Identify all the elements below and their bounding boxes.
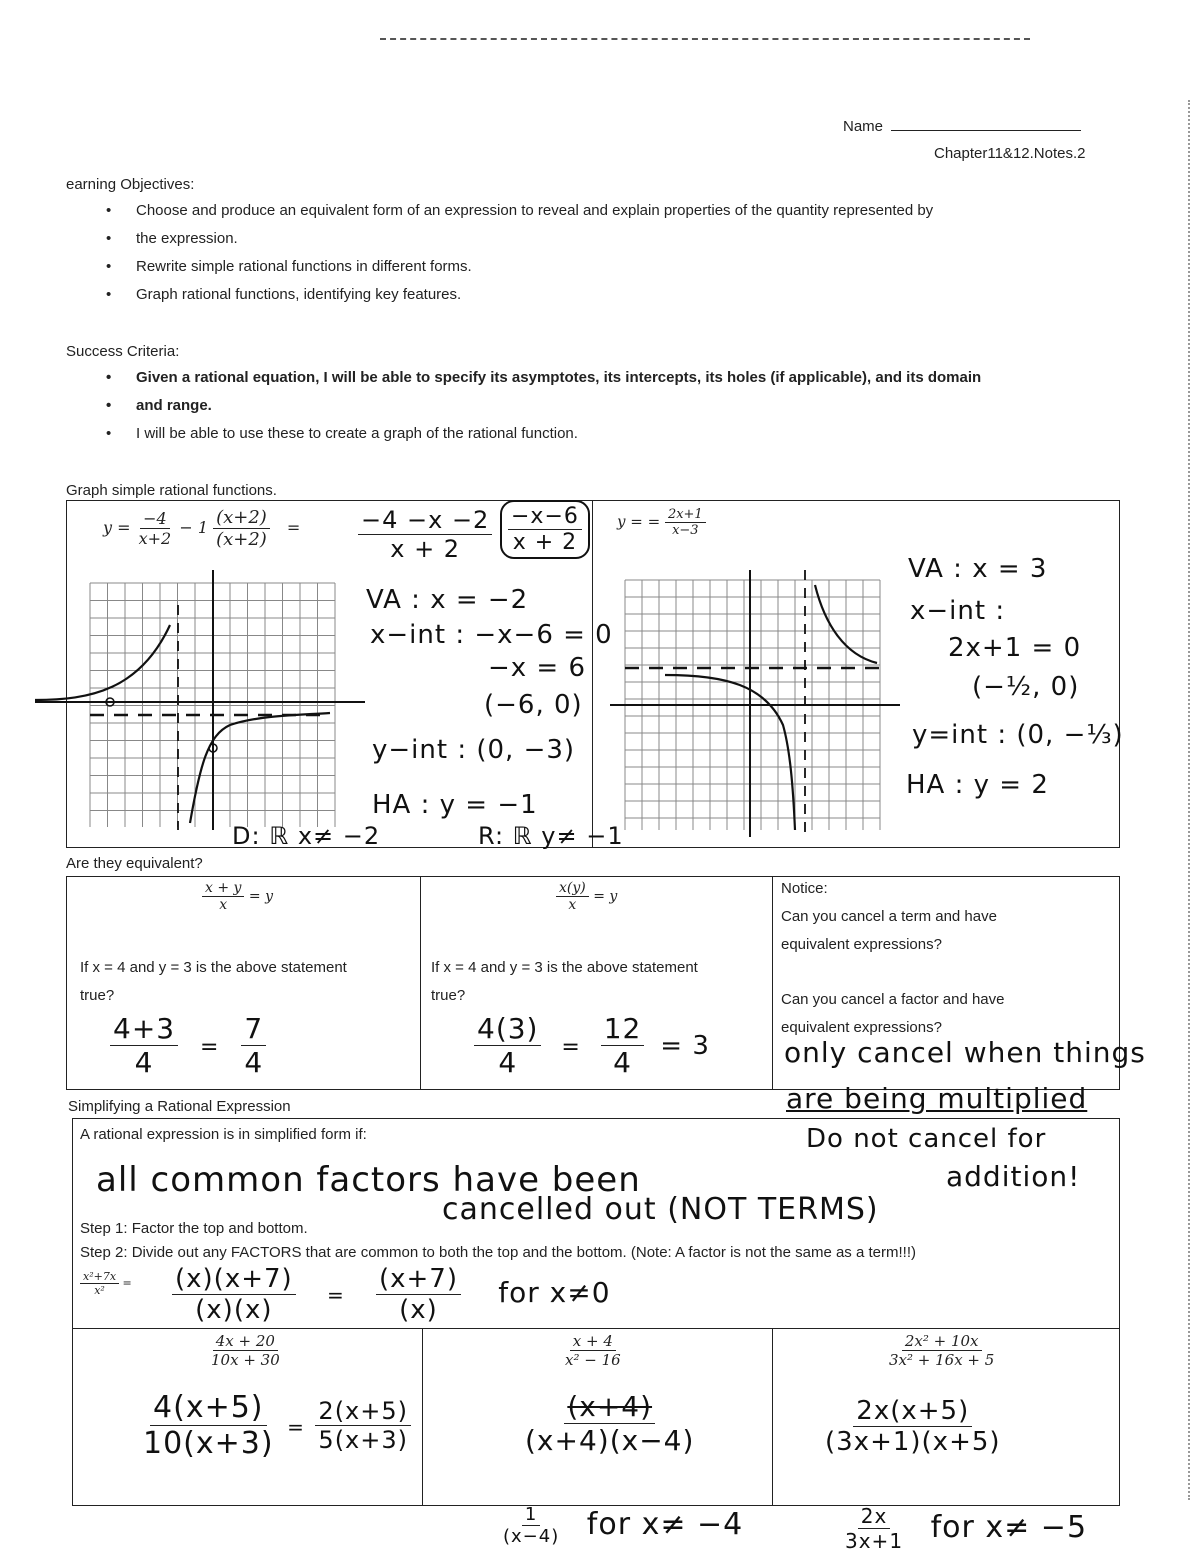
problem-3-expression: $\frac{\text{2x² + 10x}}{\text{3x² + 16x + 5}}$ bbox=[889, 1332, 995, 1369]
right-note-xint-step: 2x+1 = 0 bbox=[948, 633, 1082, 663]
equivalent-divider-2 bbox=[772, 876, 773, 1090]
col3-hw-1: only cancel when things bbox=[784, 1036, 1146, 1069]
left-graph bbox=[30, 565, 370, 835]
success-title: Success Criteria: bbox=[66, 343, 180, 360]
name-blank bbox=[891, 130, 1081, 131]
problems-divider-2 bbox=[772, 1328, 773, 1506]
col3-q1: Can you cancel a term and have equivalent expressions? bbox=[781, 908, 997, 953]
col3-hw-3: Do not cancel for bbox=[806, 1124, 1047, 1154]
equivalent-title: Are they equivalent? bbox=[66, 855, 203, 872]
name-label: Name bbox=[843, 118, 884, 135]
problem-1-expression: $\frac{4x + 20}{10x + 30}$ bbox=[211, 1332, 280, 1369]
doc-code: Chapter11&12.Notes.2 bbox=[934, 145, 1086, 162]
left-domain: D: ℝ x≠ −2 bbox=[232, 822, 381, 850]
col3-hw-2: are being multiplied bbox=[786, 1082, 1088, 1115]
left-note-yint: y−int : (0, −3) bbox=[372, 735, 576, 765]
success-item-cont: • and range. bbox=[66, 392, 1126, 420]
right-note-xint: x−int : bbox=[910, 596, 1006, 626]
simplify-title: Simplifying a Rational Expression bbox=[68, 1098, 291, 1115]
objectives-list bbox=[66, 197, 1126, 309]
problem-2-work: $\frac{(x+4)}{(x+4)(x-4)}$ bbox=[525, 1390, 695, 1457]
problem-3-work: $\frac{2x(x+5)}{(3x+1)(x+5)}$ bbox=[825, 1396, 1001, 1457]
col2-question: If x = 4 and y = 3 is the above statement true? bbox=[431, 959, 698, 1004]
left-range: R: ℝ y≠ −1 bbox=[478, 822, 624, 850]
simplify-step-1: Step 1: Factor the top and bottom. bbox=[80, 1220, 308, 1237]
simplify-step-2: Step 2: Divide out any FACTORS that are common to both the top and the bottom. (Note: A factor is not the same as a term!!!) bbox=[80, 1244, 916, 1261]
left-curve-upper bbox=[35, 625, 170, 700]
left-note-xint: x−int : −x−6 = 0 bbox=[370, 620, 613, 650]
right-equation: y = = $\frac{2x+1}{x-3}$ bbox=[617, 507, 706, 538]
right-note-va: VA : x = 3 bbox=[908, 554, 1048, 584]
simplify-definition: A rational expression is in simplified form if: bbox=[80, 1126, 367, 1143]
example-work: $\frac{(x)(x+7)}{(x)(x)}$ = $\frac{(x+7)}{(x)}$ for x≠0 bbox=[172, 1264, 611, 1325]
scan-edge-artifact bbox=[1188, 100, 1190, 1500]
objective-item: • Choose and produce an equivalent form of an expression to reveal and explain properties of the quantity represented by bbox=[66, 197, 1126, 225]
right-curve-left bbox=[665, 675, 795, 830]
col3-hw-4: addition! bbox=[946, 1160, 1081, 1193]
left-equation: y = $\frac{-4}{x+2}$ − 1 $\frac{(x+2)}{(x+2)}$ = bbox=[103, 507, 301, 550]
objective-item-cont: • the expression. bbox=[66, 225, 1126, 253]
col2-work: $\frac{4(3)}{4}$ = $\frac{12}{4}$ = 3 bbox=[474, 1012, 710, 1079]
problem-2-answer: $\frac{1}{(x-4)}$ for x≠ −4 bbox=[503, 1504, 744, 1547]
success-item: • Given a rational equation, I will be able to specify its asymptotes, its intercepts, its holes (if applicable), and its domain bbox=[66, 364, 1126, 392]
left-note-xint-step: −x = 6 bbox=[488, 653, 587, 683]
right-note-ha: HA : y = 2 bbox=[906, 770, 1049, 800]
left-note-xint-point: (−6, 0) bbox=[484, 690, 583, 720]
col3-q2: Can you cancel a factor and have equivalent expressions? bbox=[781, 991, 1005, 1036]
right-note-xint-point: (−½, 0) bbox=[972, 672, 1080, 702]
right-note-yint: y=int : (0, −⅓) bbox=[912, 720, 1124, 750]
left-hw-fraction-2: $\frac{-x-6}{x + 2}$ bbox=[500, 500, 590, 559]
problem-1-work: $\frac{4(x+5)}{10(x+3)}$ = $\frac{2(x+5)}{5(x+3)}$ bbox=[140, 1390, 411, 1461]
col3-notice: Notice: bbox=[781, 880, 828, 897]
success-item: • I will be able to use these to create a graph of the rational function. bbox=[66, 420, 1126, 448]
problem-3-answer: $\frac{2x}{3x+1}$ for x≠ −5 bbox=[845, 1504, 1088, 1553]
problems-top-rule bbox=[72, 1328, 1120, 1329]
problems-divider-1 bbox=[422, 1328, 423, 1506]
left-note-ha: HA : y = −1 bbox=[372, 790, 538, 820]
left-note-va: VA : x = −2 bbox=[366, 585, 529, 615]
example-expression: $\frac{\text{x²+7x}}{\text{x²}}$ = bbox=[80, 1270, 132, 1297]
name-field bbox=[843, 118, 1081, 135]
left-hw-fraction-1: $\frac{-4 -x -2}{x + 2}$ bbox=[358, 506, 492, 563]
simplify-hw-def-1: all common factors have been bbox=[96, 1160, 641, 1200]
objective-item: • Graph rational functions, identifying key features. bbox=[66, 281, 1126, 309]
col2-equation: $\frac{x(y)}{x}$ = y bbox=[556, 880, 617, 913]
right-graph bbox=[605, 565, 905, 840]
objective-item: • Rewrite simple rational functions in different forms. bbox=[66, 253, 1126, 281]
graph-divider bbox=[592, 500, 593, 848]
graph-section-title: Graph simple rational functions. bbox=[66, 482, 277, 499]
col1-equation: $\frac{x + y}{x}$ = y bbox=[202, 880, 273, 913]
success-list bbox=[66, 364, 1126, 448]
simplify-hw-def-2: cancelled out (NOT TERMS) bbox=[442, 1192, 879, 1227]
scan-artifact-line bbox=[380, 38, 1030, 40]
left-curve-lower bbox=[190, 713, 330, 823]
col1-work: $\frac{4+3}{4}$ = $\frac{7}{4}$ bbox=[110, 1012, 266, 1079]
col1-question: If x = 4 and y = 3 is the above statement true? bbox=[80, 959, 347, 1004]
equivalent-divider-1 bbox=[420, 876, 421, 1090]
objectives-title: earning Objectives: bbox=[66, 176, 195, 193]
problem-2-expression: $\frac{x + 4}{\text{x² − 16}}$ bbox=[565, 1332, 621, 1369]
